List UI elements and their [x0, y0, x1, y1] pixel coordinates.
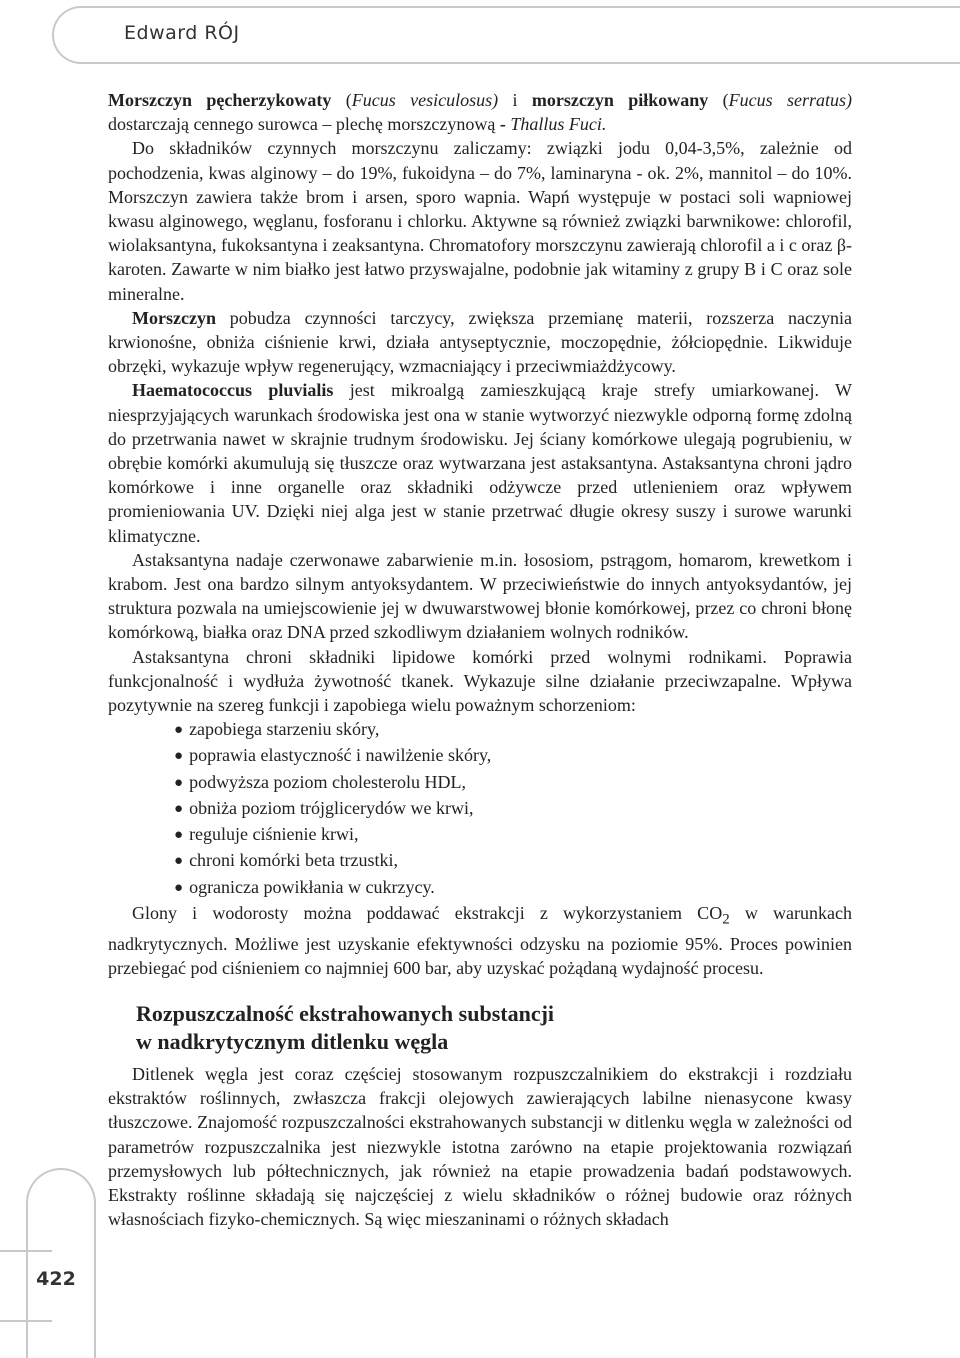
paragraph-7: [108, 901, 852, 980]
list-item: ● zapobiega starzeniu skóry,: [174, 717, 852, 743]
paragraph-5: Astaksantyna nadaje czerwonawe zabarwienie m.in. łososiom, pstrągom, homarom, krewetkom i krabom. Jest ona bardzo silnym antyoksydantem. W przeciwieństwie do innych antyoksydantów, jej struktura pozwala na umiejscowienie jej w dwuwarstwowej błonie komórkowej, przez co chroni błonę komórkową, białka oraz DNA przed szkodliwym działaniem wolnych rodników.: [108, 549, 852, 643]
list-item: ● chroni komórki beta trzustki,: [174, 848, 852, 874]
divider-top: [0, 1250, 52, 1252]
page-number-frame: [26, 1168, 96, 1358]
text-run: Glony i wodorosty można poddawać ekstrakcji z wykorzystaniem CO: [132, 902, 723, 923]
text-run: dostarczają cennego surowca – plechę morszczynową: [108, 114, 500, 135]
bold-term-fucus-vesiculosus: Morszczyn pęcherzykowaty: [108, 90, 332, 110]
text-run: (: [708, 90, 729, 110]
text-run: w warunkach nadkrytycznych. Możliwe jest uzyskanie efektywności odzysku na poziomie 95%. Proces powinien przebiegać pod ciśnieniem co najmniej 600 bar, aby uzyskać pożądaną wydajność procesu.: [108, 902, 852, 978]
body-text: [108, 88, 852, 1231]
latin-name: Thallus Fuci.: [505, 114, 607, 135]
running-head: Edward RÓJ: [124, 22, 240, 44]
section-title-line-2: w nadkrytycznym ditlenku węgla: [136, 1028, 449, 1054]
text-run: pobudza czynności tarczycy, zwiększa przemianę materii, rozszerza naczynia krwionośne, obniża ciśnienie krwi, działa antyseptycznie, moczopędnie, żółciopędnie. Likwiduje obrzęki, wykazuje wpływ regenerujący, wzmacniający i przeciwmiażdżycowy.: [108, 307, 852, 377]
list-item: ● ogranicza powikłania w cukrzycy.: [174, 875, 852, 901]
latin-name: Fucus serratus): [728, 90, 853, 110]
text-run: i: [498, 90, 532, 110]
list-item: ● podwyższa poziom cholesterolu HDL,: [174, 770, 852, 796]
list-item: ● poprawia elastyczność i nawilżenie skóry,: [174, 743, 852, 769]
bold-term-fucus-serratus: morszczyn piłkowany: [531, 90, 709, 110]
list-item: ● reguluje ciśnienie krwi,: [174, 822, 852, 848]
effects-list: [108, 717, 852, 900]
bold-term-haematococcus: Haematococcus pluvialis: [132, 380, 334, 401]
paragraph-4: [108, 378, 852, 547]
page-number: 422: [36, 1268, 76, 1290]
text-run: jest mikroalgą zamieszkującą kraje strefy umiarkowanej. W niesprzyjających warunkach środowiska jest ona w stanie wytworzyć niezwykle odporną formę zdolną do przetrwania nawet w skrajnie trudnym środowisku. Jej ściany komórkowe ulegają pogrubieniu, w obrębie komórki akumulują się tłuszcze oraz wytwarzana jest astaksantyna. Astaksantyna chroni jądro komórkowe i inne organelle oraz składniki odżywcze przed utlenieniem oraz wpływem promieniowania UV. Dzięki niej alga jest w stanie przetrwać długie okresy suszy i surowe warunki klimatyczne.: [108, 380, 852, 546]
section-title: [136, 1000, 852, 1056]
list-item: ● obniża poziom trójglicerydów we krwi,: [174, 796, 852, 822]
paragraph-1: [108, 88, 852, 136]
paragraph-3: [108, 306, 852, 379]
subscript-2: 2: [722, 911, 730, 928]
section-title-line-1: Rozpuszczalność ekstrahowanych substancji: [136, 1000, 555, 1026]
paragraph-6: Astaksantyna chroni składniki lipidowe komórki przed wolnymi rodnikami. Poprawia funkcjonalność i wydłuża żywotność tkanek. Wykazuje silne działanie przeciwzapalne. Wpływa pozytywnie na szereg funkcji i zapobiega wielu poważnym schorzeniom:: [108, 646, 852, 716]
latin-name: Fucus vesiculosus): [351, 90, 499, 110]
paragraph-2: Do składników czynnych morszczynu zaliczamy: związki jodu 0,04-3,5%, zależnie od pochodzenia, kwas alginowy – do 19%, fukoidyna – do 7%, laminaryna - ok. 2%, mannitol – do 10%. Morszczyn zawiera także brom i arsen, sporo wapnia. Wapń występuje w postaci soli wapniowej kwasu alginowego, węglanu, fosforanu i chlorku. Aktywne są również związki barwnikowe: chlorofil, wiolaksantyna, fukoksantyna i zeaksantyna. Chromatofory morszczynu zawierają chlorofil a i c oraz β-karoten. Zawarte w nim białko jest łatwo przyswajalne, podobnie jak witaminy z grupy B i C oraz sole mineralne.: [108, 138, 852, 304]
divider-bottom: [0, 1320, 52, 1322]
text-run: (: [331, 90, 352, 110]
bold-term-morszczyn: Morszczyn: [132, 307, 216, 328]
bold-dash: -: [499, 114, 506, 135]
paragraph-8: Ditlenek węgla jest coraz częściej stosowanym rozpuszczalnikiem do ekstrakcji i rozdziału ekstraktów roślinnych, zwłaszcza frakcji olejowych zawierających labilne nienasycone kwasy tłuszczowe. Znajomość rozpuszczalności ekstrahowanych substancji w ditlenku węgla w zależności od parametrów rozpuszczalnika jest niezwykle istotna zarówno na etapie projektowania rozwiązań przemysłowych lub półtechnicznych, jak również na etapie prowadzenia badań podstawowych. Ekstrakty roślinne składają się najczęściej z wielu składników o różnej budowie oraz różnych własnościach fizyko-chemicznych. Są więc mieszaninami o różnych składach: [108, 1063, 852, 1230]
